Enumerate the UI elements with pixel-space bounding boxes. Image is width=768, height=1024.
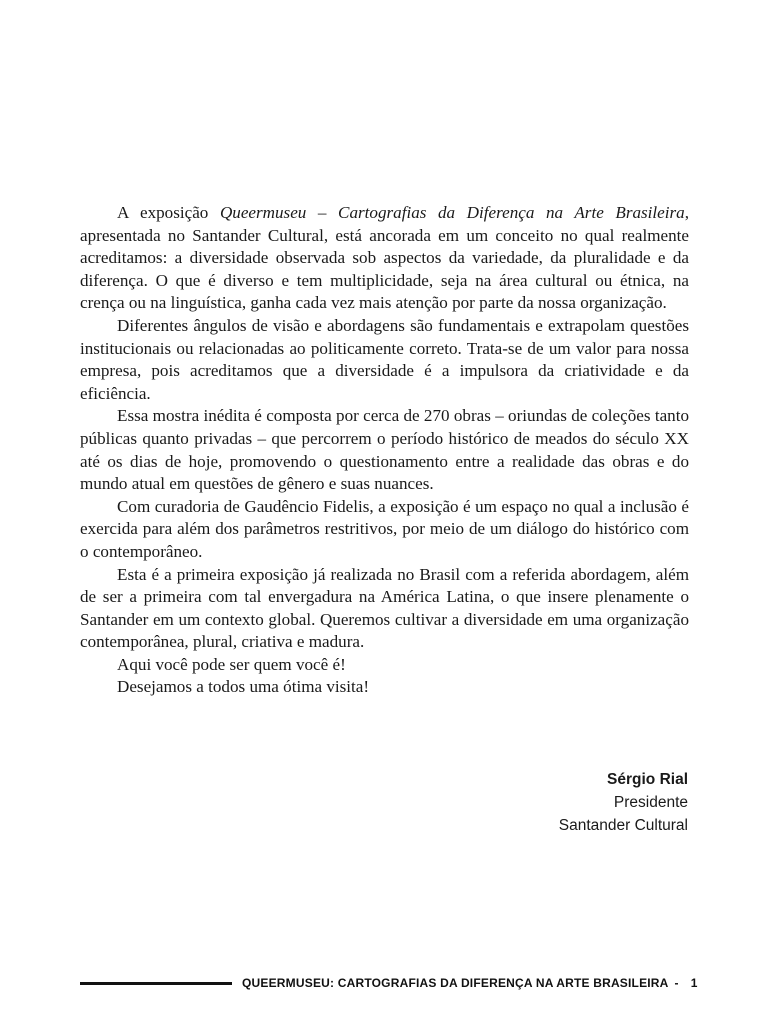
exhibition-title: Queermuseu – Cartografias da Diferença na Arte Brasileira — [219, 203, 685, 222]
paragraph-1-suffix: , apresentada no Santander Cultural, está ancorada em um conceito no qual realmente acreditamos: a diversidade observada sob aspectos da variedade, da pluralidade e da diferença. O que é diverso e tem multiplicidade, seja na área cultural ou étnica, na crença ou na linguística, ganha cada vez mais atenção por parte da nossa organização. — [80, 203, 689, 313]
signatory-name: Sérgio Rial — [607, 771, 688, 788]
signatory-title: Presidente — [613, 794, 688, 811]
paragraph-7: Desejamos a todos uma ótima visita! — [117, 677, 370, 697]
footer-rule — [80, 982, 232, 985]
paragraph-2: Diferentes ângulos de visão e abordagens são fundamentais e extrapolam questões institucionais ou relacionadas ao politicamente correto. Trata-se de um valor para nossa empresa, pois acreditamos que a diversidade é a impulsora da criatividade e da eficiência. — [80, 315, 689, 403]
paragraph-4: Com curadoria de Gaudêncio Fidelis, a exposição é um espaço no qual a inclusão é exercida para além dos parâmetros restritivos, por meio de um diálogo do histórico com o contemporâneo. — [80, 496, 689, 561]
paragraph-3: Essa mostra inédita é composta por cerca de 270 obras – oriundas de coleções tanto públicas quanto privadas – que percorrem o período histórico de meados do século XX até os dias de hoje, promovendo o questionamento entre a realidade das obras e do mundo atual em questões de gênero e suas nuances. — [80, 406, 689, 494]
running-title: QUEERMUSEU: CARTOGRAFIAS DA DIFERENÇA NA ARTE BRASILEIRA — [242, 976, 669, 990]
paragraph-6: Aqui você pode ser quem você é! — [117, 654, 346, 674]
signatory-organization: Santander Cultural — [558, 817, 688, 834]
signature-block — [559, 768, 688, 837]
paragraph-1-prefix: A exposição — [117, 203, 220, 222]
letter-body — [80, 202, 689, 699]
page-footer — [80, 974, 698, 992]
footer-separator: - — [674, 976, 679, 990]
paragraph-1 — [80, 202, 689, 315]
page-number: 1 — [690, 976, 698, 990]
paragraph-5: Esta é a primeira exposição já realizada no Brasil com a referida abordagem, além de ser a primeira com tal envergadura na América Latina, o que insere plenamente o Santander em um contexto global. Queremos cultivar a diversidade em uma organização contemporânea, plural, criativa e madura. — [80, 564, 689, 652]
